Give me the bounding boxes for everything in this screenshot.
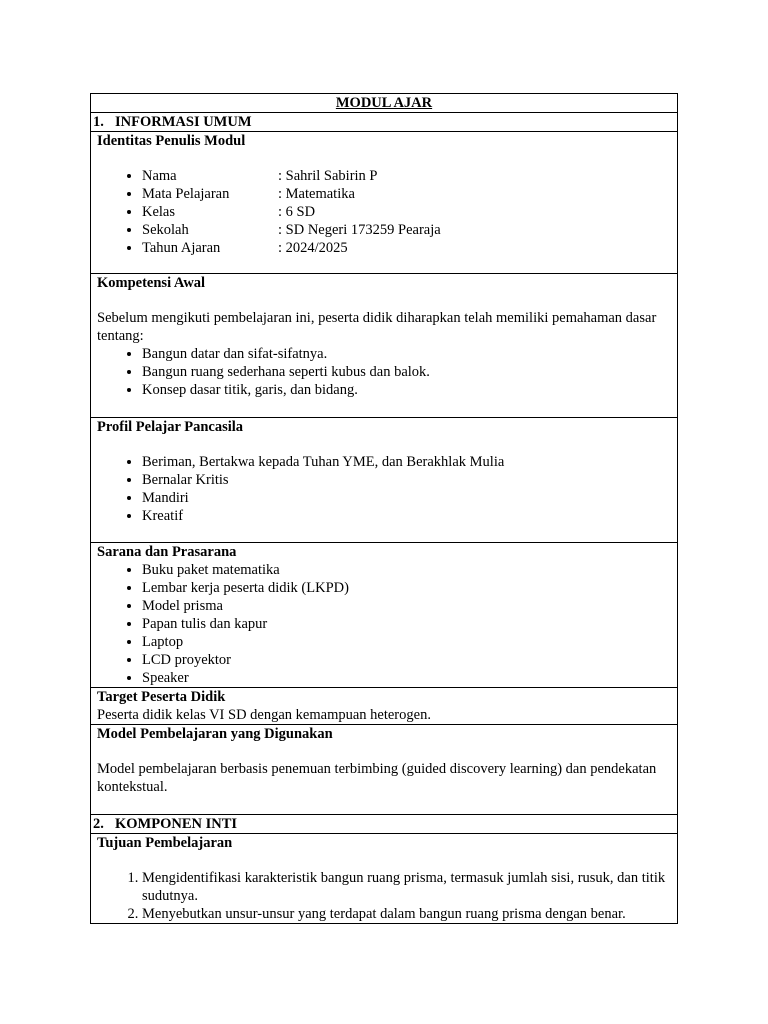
profil-cell [91, 418, 678, 543]
tujuan-heading: Tujuan Pembelajaran [97, 835, 233, 851]
list-item: • Mandiri [142, 489, 671, 507]
list-item: • Model prisma [142, 597, 671, 615]
document [90, 93, 678, 924]
list-item: • Konsep dasar titik, garis, dan bidang. [142, 381, 671, 399]
section-1-label: INFORMASI UMUM [115, 114, 252, 130]
kompetensi-heading: Kompetensi Awal [97, 275, 206, 291]
list-item: • Mata Pelajaran : Matematika [142, 185, 671, 203]
list-item: • Beriman, Bertakwa kepada Tuhan YME, dan Berakhlak Mulia [142, 453, 671, 471]
target-cell [91, 688, 678, 725]
kompetensi-cell [91, 274, 678, 418]
list-item: • Laptop [142, 633, 671, 651]
modul-table [90, 93, 678, 924]
section-2-number: 2. [93, 816, 104, 832]
list-item: 1. Mengidentifikasi karakteristik bangun ruang prisma, termasuk jumlah sisi, rusuk, dan titik sudutnya. [142, 869, 671, 905]
list-item: • LCD proyektor [142, 651, 671, 669]
list-item: • Nama : Sahril Sabirin P [142, 167, 671, 185]
list-item: • Sekolah : SD Negeri 173259 Pearaja [142, 221, 671, 239]
list-item: • Buku paket matematika [142, 561, 671, 579]
list-item: • Kelas : 6 SD [142, 203, 671, 221]
target-heading: Target Peserta Didik [97, 689, 226, 705]
section-2-header [91, 815, 678, 834]
sarana-heading: Sarana dan Prasarana [97, 544, 237, 560]
model-text: Model pembelajaran berbasis penemuan terbimbing (guided discovery learning) dan pendekatan kontekstual. [97, 761, 657, 795]
model-heading: Model Pembelajaran yang Digunakan [97, 726, 333, 742]
list-item: • Papan tulis dan kapur [142, 615, 671, 633]
sarana-list [97, 561, 671, 687]
list-item: • Tahun Ajaran : 2024/2025 [142, 239, 671, 257]
identitas-heading: Identitas Penulis Modul [97, 133, 246, 149]
list-item: • Speaker [142, 669, 671, 687]
target-text: Peserta didik kelas VI SD dengan kemampuan heterogen. [97, 707, 431, 723]
section-1-header [91, 113, 678, 132]
identitas-list [97, 167, 671, 257]
list-item: • Lembar kerja peserta didik (LKPD) [142, 579, 671, 597]
list-item: 2. Menyebutkan unsur-unsur yang terdapat dalam bangun ruang prisma dengan benar. [142, 905, 671, 923]
document-title: MODUL AJAR [91, 94, 678, 113]
kompetensi-intro: Sebelum mengikuti pembelajaran ini, peserta didik diharapkan telah memiliki pemahaman dasar tentang: [97, 310, 657, 344]
list-item: • Kreatif [142, 507, 671, 525]
section-1-number: 1. [93, 114, 104, 130]
list-item: • Bangun ruang sederhana seperti kubus dan balok. [142, 363, 671, 381]
sarana-cell [91, 543, 678, 688]
tujuan-list [97, 869, 671, 923]
section-2-label: KOMPONEN INTI [115, 816, 238, 832]
profil-heading: Profil Pelajar Pancasila [97, 419, 244, 435]
kompetensi-list [97, 345, 671, 399]
tujuan-cell [91, 834, 678, 924]
model-cell [91, 725, 678, 815]
list-item: • Bangun datar dan sifat-sifatnya. [142, 345, 671, 363]
list-item: • Bernalar Kritis [142, 471, 671, 489]
profil-list [97, 453, 671, 525]
identitas-cell [91, 132, 678, 274]
